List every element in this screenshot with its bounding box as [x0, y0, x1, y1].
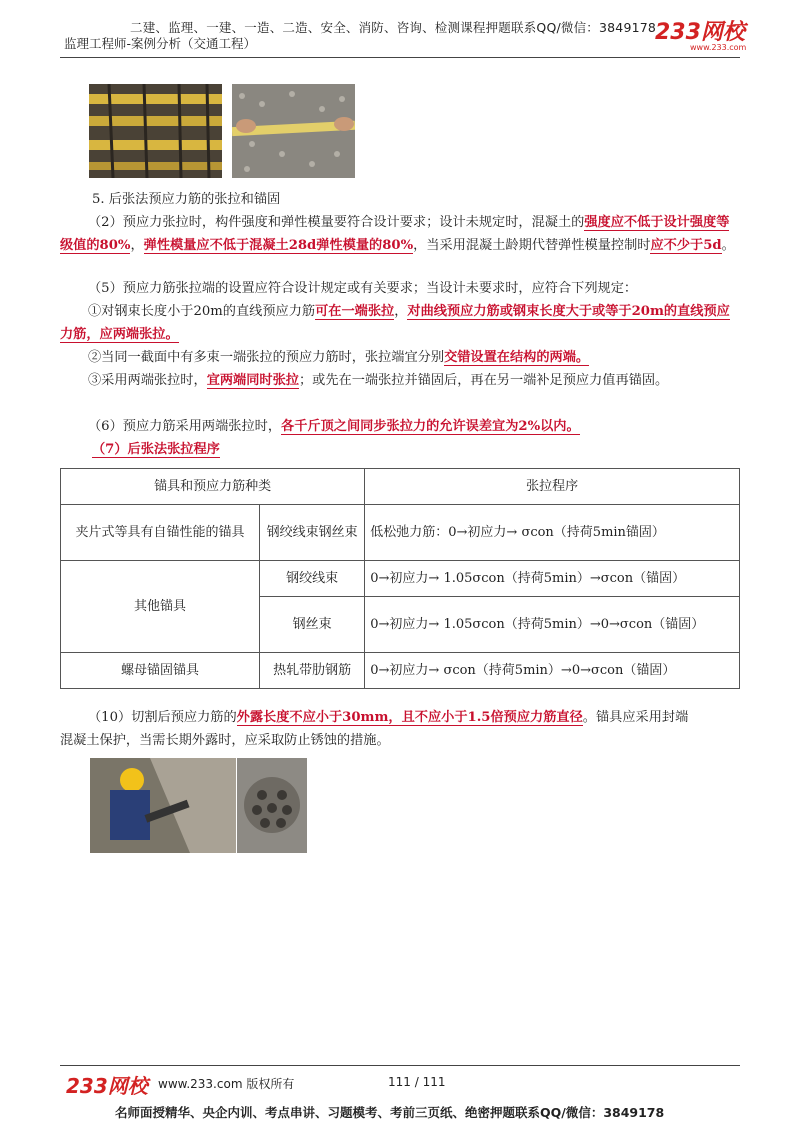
- brand-logo-url: www.233.com: [690, 43, 747, 52]
- table-row: [61, 561, 740, 597]
- table-cell-tendon: 钢绞线束钢丝束: [260, 505, 365, 561]
- footer-logo: 233网校: [66, 1074, 148, 1098]
- paragraph-10-line-2: 混凝土保护，当需长期外露时，应采取防止锈蚀的措施。: [60, 733, 390, 748]
- paragraph-2-highlight-strength: 强度应不低于: [584, 215, 664, 230]
- table-cell-tendon: 钢丝束: [260, 597, 365, 653]
- tensioning-procedure-table: [60, 468, 740, 689]
- footer-copyright: www.233.com 版权所有: [158, 1077, 295, 1091]
- header-contact-line: 二建、监理、一建、一造、二造、安全、消防、咨询、检测课程押题联系QQ/微信：3849178: [130, 20, 657, 35]
- table-cell-anchor: 螺母锚固锚具: [61, 653, 260, 689]
- photo-ducts-rebar-image: [89, 84, 222, 178]
- paragraph-7-title-text: （7）后张法张拉程序: [92, 442, 220, 457]
- photo-duct-on-gravel-image: [232, 84, 355, 178]
- table-cell-procedure: 0→初应力→ σcon（持荷5min）→0→σcon（锚固）: [365, 653, 740, 689]
- paragraph-6-highlight: 各千斤顶之间同步张拉力的允许误差宜为2%以内。: [281, 419, 580, 434]
- paragraph-6-text: （6）预应力筋采用两端张拉时，: [88, 419, 282, 434]
- table-header-procedure: 张拉程序: [365, 469, 740, 505]
- paragraph-2-text-cont: ，当采用混凝土龄期代替弹性模量控: [413, 238, 625, 253]
- photo-duct-on-gravel: [232, 84, 355, 178]
- item-1-comma: ，: [394, 304, 408, 319]
- table-cell-procedure: 0→初应力→ 1.05σcon（持荷5min）→0→σcon（锚固）: [365, 597, 740, 653]
- table-cell-procedure: 低松弛力筋：0→初应力→ σcon（持荷5min锚固）: [365, 505, 740, 561]
- paragraph-10-text-cont: 。锚具应采用封端: [582, 710, 689, 725]
- paragraph-2-highlight-days: 应不少于5d: [650, 238, 722, 253]
- paragraph-2-comma: ，: [130, 238, 144, 253]
- paragraph-10-highlight: 外露长度不应小于30mm，且不应小于1.5倍预应力筋直径: [236, 710, 583, 725]
- paragraph-10: [60, 706, 740, 729]
- paragraph-5-item-2: [60, 346, 740, 369]
- table-row: [61, 505, 740, 561]
- item-1-text: ①对钢束长度小于20m的直线预应力筋: [88, 304, 316, 319]
- footer-page-number: 111 / 111: [388, 1075, 446, 1089]
- table-header-row: [61, 469, 740, 505]
- paragraph-2-text-cont2: 制时: [624, 238, 651, 253]
- photo-anchorage-head: [237, 758, 307, 853]
- footer-contact-line: 名师面授精华、央企内训、考点串讲、习题模考、考前三页纸、绝密押题联系QQ/微信：3849178: [115, 1105, 665, 1120]
- table-cell-tendon: 钢绞线束: [260, 561, 365, 597]
- paragraph-10-text: （10）切割后预应力筋的: [88, 710, 237, 725]
- item-2-highlight: 交错设置在结构的两端。: [444, 350, 590, 365]
- item-3-text-end: 固。: [641, 373, 669, 388]
- brand-logo: 233网校: [655, 20, 745, 45]
- paragraph-5-item-3: [60, 369, 740, 392]
- photo-worker-cutting-strands-image: [90, 758, 236, 853]
- item-3-text: ③采用两端张拉时，: [88, 373, 207, 388]
- photo-worker-cutting-strands: [90, 758, 236, 853]
- paragraph-2: [60, 211, 740, 257]
- paragraph-2-highlight-modulus: 弹性模量应不低于混凝土28d弹性模量的80%: [143, 238, 414, 253]
- table-cell-procedure: 0→初应力→ 1.05σcon（持荷5min）→σcon（锚固）: [365, 561, 740, 597]
- item-1-highlight-curve: 对曲线预应力筋或钢束长度大于或等于20m的: [407, 304, 678, 319]
- item-1-highlight-one-end: 可在一端张拉: [315, 304, 395, 319]
- paragraph-5: （5）预应力筋张拉端的设置应符合设计规定或有关要求；当设计未要求时，应符合下列规定：: [88, 281, 638, 296]
- item-1-highlight-both-ends: 直线预应力筋，应两端张拉。: [60, 304, 730, 342]
- table-cell-anchor: 其他锚具: [61, 561, 260, 653]
- header-course-title: 监理工程师-案例分析（交通工程）: [64, 36, 257, 51]
- table-header-anchor: 锚具和预应力筋种类: [61, 469, 365, 505]
- header-divider: [60, 57, 740, 58]
- table-cell-anchor: 夹片式等具有自锚性能的锚具: [61, 505, 260, 561]
- paragraph-2-end: 。: [721, 238, 735, 253]
- table-cell-tendon: 热轧带肋钢筋: [260, 653, 365, 689]
- photo-ducts-rebar: [89, 84, 222, 178]
- paragraph-6: [60, 415, 740, 438]
- paragraph-7-title: [92, 438, 772, 461]
- footer-divider: [60, 1065, 740, 1066]
- item-3-text-cont: ；或先在一端张拉并锚固后，再在另一端补足预应力值再锚: [299, 373, 642, 388]
- item-3-highlight: 宜两端同时张拉: [206, 373, 299, 388]
- section-5-title: 5. 后张法预应力筋的张拉和锚固: [92, 192, 281, 207]
- item-2-text: ②当同一截面中有多束一端张拉的预应力筋时，张拉端宜分别: [88, 350, 445, 365]
- table-row: [61, 653, 740, 689]
- photo-anchorage-head-image: [237, 758, 307, 853]
- paragraph-5-item-1: [60, 300, 740, 346]
- paragraph-2-text: （2）预应力张拉时，构件强度和弹性模量要符合设计要求；设计未规定时，混凝土的: [88, 215, 585, 230]
- paragraph-2-highlight-design-strength: 设计强度等级值的80%: [60, 215, 730, 253]
